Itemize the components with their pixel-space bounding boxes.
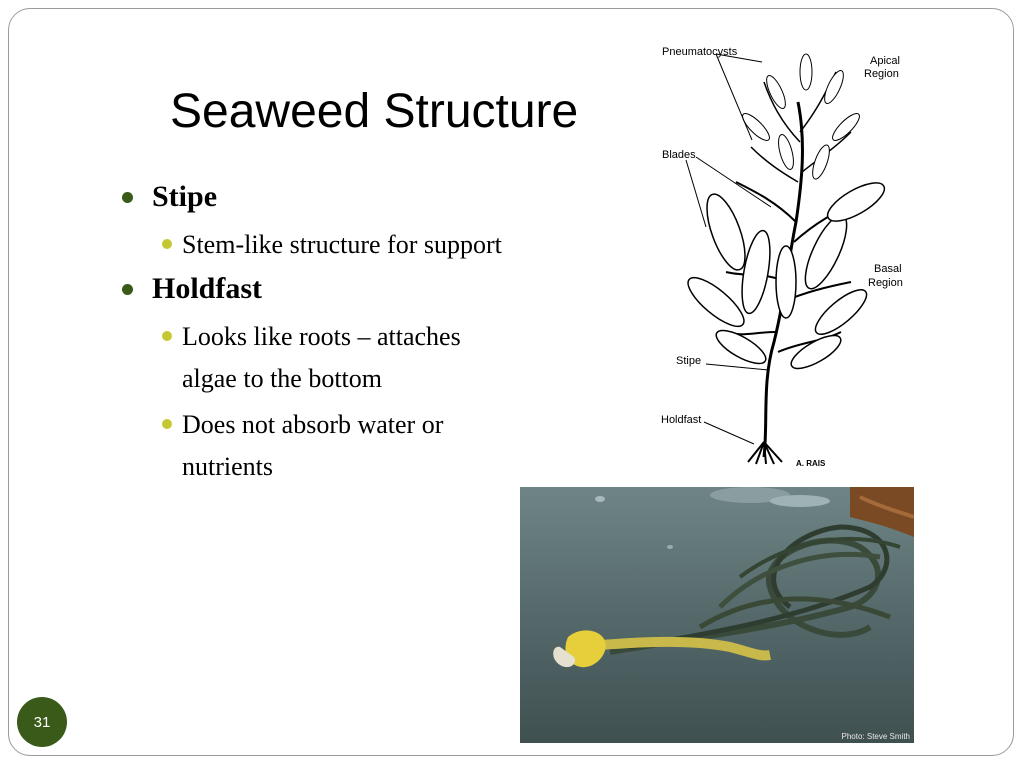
sub-bullet-text: Looks like roots – attaches algae to the bottom [182,322,461,393]
diagram-label-holdfast: Holdfast [661,414,702,426]
sub-bullet-text: Stem-like structure for support [182,230,502,259]
seaweed-diagram [656,32,916,472]
bullet-stipe [122,178,522,216]
bullet-label: Stipe [152,180,218,213]
sub-bullet-dot-icon [162,331,172,341]
diagram-signature: A. RAIS [796,459,826,468]
diagram-label-blades: Blades [662,149,696,161]
sub-bullet [122,404,522,488]
photo-credit: Photo: Steve Smith [841,732,910,741]
sub-bullet-dot-icon [162,419,172,429]
diagram-label-stipe: Stipe [676,355,702,367]
diagram-label-basal-region: Region [868,277,903,289]
diagram-label-pneumatocysts: Pneumatocysts [662,46,738,58]
diagram-label-basal: Basal [874,263,902,275]
page-number: 31 [33,713,51,731]
bullet-holdfast [122,270,522,308]
page-number-badge [17,697,67,747]
sub-bullet-text: Does not absorb water or nutrients [182,410,444,481]
slide-title: Seaweed Structure [170,85,579,138]
sub-bullet [122,316,522,400]
sub-bullet-dot-icon [162,239,172,249]
kelp-photo [520,487,914,743]
diagram-label-apical-region: Region [864,68,899,80]
bullet-list [122,178,522,492]
sub-bullet [122,224,522,266]
bullet-dot-icon [122,192,133,203]
bullet-dot-icon [122,284,133,295]
bullet-label: Holdfast [152,272,263,305]
diagram-label-apical: Apical [870,55,900,67]
kelp-photo-image [520,487,914,743]
